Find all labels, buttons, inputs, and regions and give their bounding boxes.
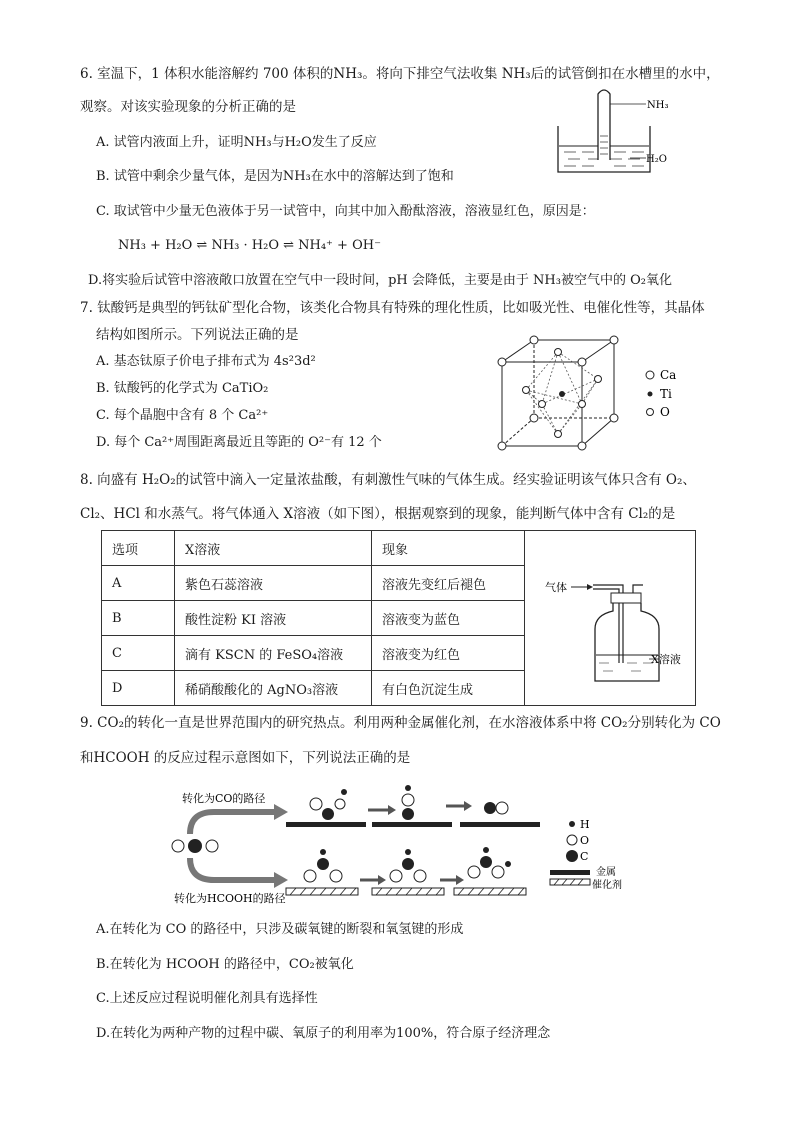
table-cell: B	[102, 601, 175, 636]
q9-label-hcooh-path: 转化为HCOOH的路径	[174, 892, 286, 904]
q9-stem-line2: 和HCOOH 的反应过程示意图如下，下列说法正确的是	[80, 750, 411, 766]
q7-crystal-cell-figure	[494, 330, 694, 456]
table-cell: 紫色石蕊溶液	[175, 566, 372, 601]
q9-label-co-path: 转化为CO的路径	[182, 792, 266, 805]
q6-option-a: A. 试管内液面上升，证明NH₃与H₂O发生了反应	[96, 135, 377, 150]
table-header-cell: 选项	[102, 531, 175, 566]
q8-stem-line2: Cl₂、HCl 和水蒸气。将气体通入 X溶液（如下图），根据观察到的现象，能判断气体中含有 Cl₂的是	[80, 506, 676, 522]
table-cell: C	[102, 636, 175, 671]
table-header-cell: X溶液	[175, 531, 372, 566]
q6-option-d: D.将实验后试管中溶液敞口放置在空气中一段时间，pH 会降低，主要是由于 NH₃被空气中的 O₂氧化	[88, 273, 672, 288]
q9-option-a: A.在转化为 CO 的路径中，只涉及碳氧键的断裂和氧氢键的形成	[96, 922, 464, 937]
q9-option-b: B.在转化为 HCOOH 的路径中，CO₂被氧化	[96, 957, 354, 972]
table-cell: 溶液变为蓝色	[372, 601, 525, 636]
q9-legend-catalyst: 催化剂	[592, 880, 622, 891]
q9-legend-c: C	[580, 850, 589, 863]
table-cell: 溶液先变红后褪色	[372, 566, 525, 601]
q7-option-b: B. 钛酸钙的化学式为 CaTiO₂	[96, 381, 269, 396]
q6-equation: NH₃ + H₂O ⇌ NH₃ · H₂O ⇌ NH₄⁺ + OH⁻	[118, 238, 381, 253]
q7-option-d: D. 每个 Ca²⁺周围距离最近且等距的 O²⁻有 12 个	[96, 435, 382, 450]
q6-option-c: C. 取试管中少量无色液体于另一试管中，向其中加入酚酞溶液，溶液显红色，原因是：	[96, 204, 595, 219]
q9-reaction-pathway-figure	[168, 784, 648, 904]
table-header-cell: 现象	[372, 531, 525, 566]
q9-stem-line1: 9. CO₂的转化一直是世界范围内的研究热点。利用两种金属催化剂，在水溶液体系中将 CO₂分别转化为 CO	[80, 715, 721, 731]
q9-legend-metal: 金属	[596, 867, 616, 878]
table-cell: D	[102, 671, 175, 706]
q8-options-table	[101, 530, 696, 706]
q8-fig-label-solution: X溶液	[651, 653, 681, 666]
q7-stem-line1: 7. 钛酸钙是典型的钙钛矿型化合物，该类化合物具有特殊的理化性质，比如吸光性、电催化性等，其晶体	[80, 300, 705, 316]
q8-fig-label-gas: 气体	[545, 581, 567, 594]
table-cell: 酸性淀粉 KI 溶液	[175, 601, 372, 636]
q8-apparatus-cell	[525, 531, 696, 706]
table-cell: A	[102, 566, 175, 601]
table-header-row	[102, 531, 696, 566]
q6-stem-line1: 6. 室温下，1 体积水能溶解约 700 体积的NH₃。将向下排空气法收集 NH₃后的试管倒扣在水槽里的水中，	[80, 66, 720, 82]
q9-legend-h: H	[580, 818, 590, 831]
q9-option-c: C.上述反应过程说明催化剂具有选择性	[96, 991, 318, 1006]
q8-gas-bottle-figure	[525, 531, 695, 701]
q6-stem-line2: 观察。对该实验现象的分析正确的是	[80, 99, 296, 115]
q7-legend-ca: Ca	[660, 368, 677, 382]
q7-legend-o: O	[660, 405, 670, 419]
q6-ammonia-tube-figure	[554, 84, 684, 179]
q6-fig-label-nh3: NH₃	[647, 100, 669, 111]
q8-stem-line1: 8. 向盛有 H₂O₂的试管中滴入一定量浓盐酸，有刺激性气味的气体生成。经实验证明该气体只含有 O₂、	[80, 472, 696, 488]
table-cell: 溶液变为红色	[372, 636, 525, 671]
q6-fig-label-h2o: H₂O	[646, 154, 667, 165]
q6-option-b: B. 试管中剩余少量气体，是因为NH₃在水中的溶解达到了饱和	[96, 169, 454, 184]
q9-legend-o: O	[580, 834, 590, 847]
table-cell: 稀硝酸酸化的 AgNO₃溶液	[175, 671, 372, 706]
q7-option-c: C. 每个晶胞中含有 8 个 Ca²⁺	[96, 408, 269, 423]
table-cell: 有白色沉淀生成	[372, 671, 525, 706]
q7-option-a: A. 基态钛原子价电子排布式为 4s²3d²	[96, 354, 316, 369]
table-cell: 滴有 KSCN 的 FeSO₄溶液	[175, 636, 372, 671]
q7-stem-line2: 结构如图所示。下列说法正确的是	[96, 327, 299, 343]
q9-option-d: D.在转化为两种产物的过程中碳、氧原子的利用率为100%，符合原子经济理念	[96, 1026, 551, 1041]
q7-legend-ti: Ti	[660, 387, 672, 401]
